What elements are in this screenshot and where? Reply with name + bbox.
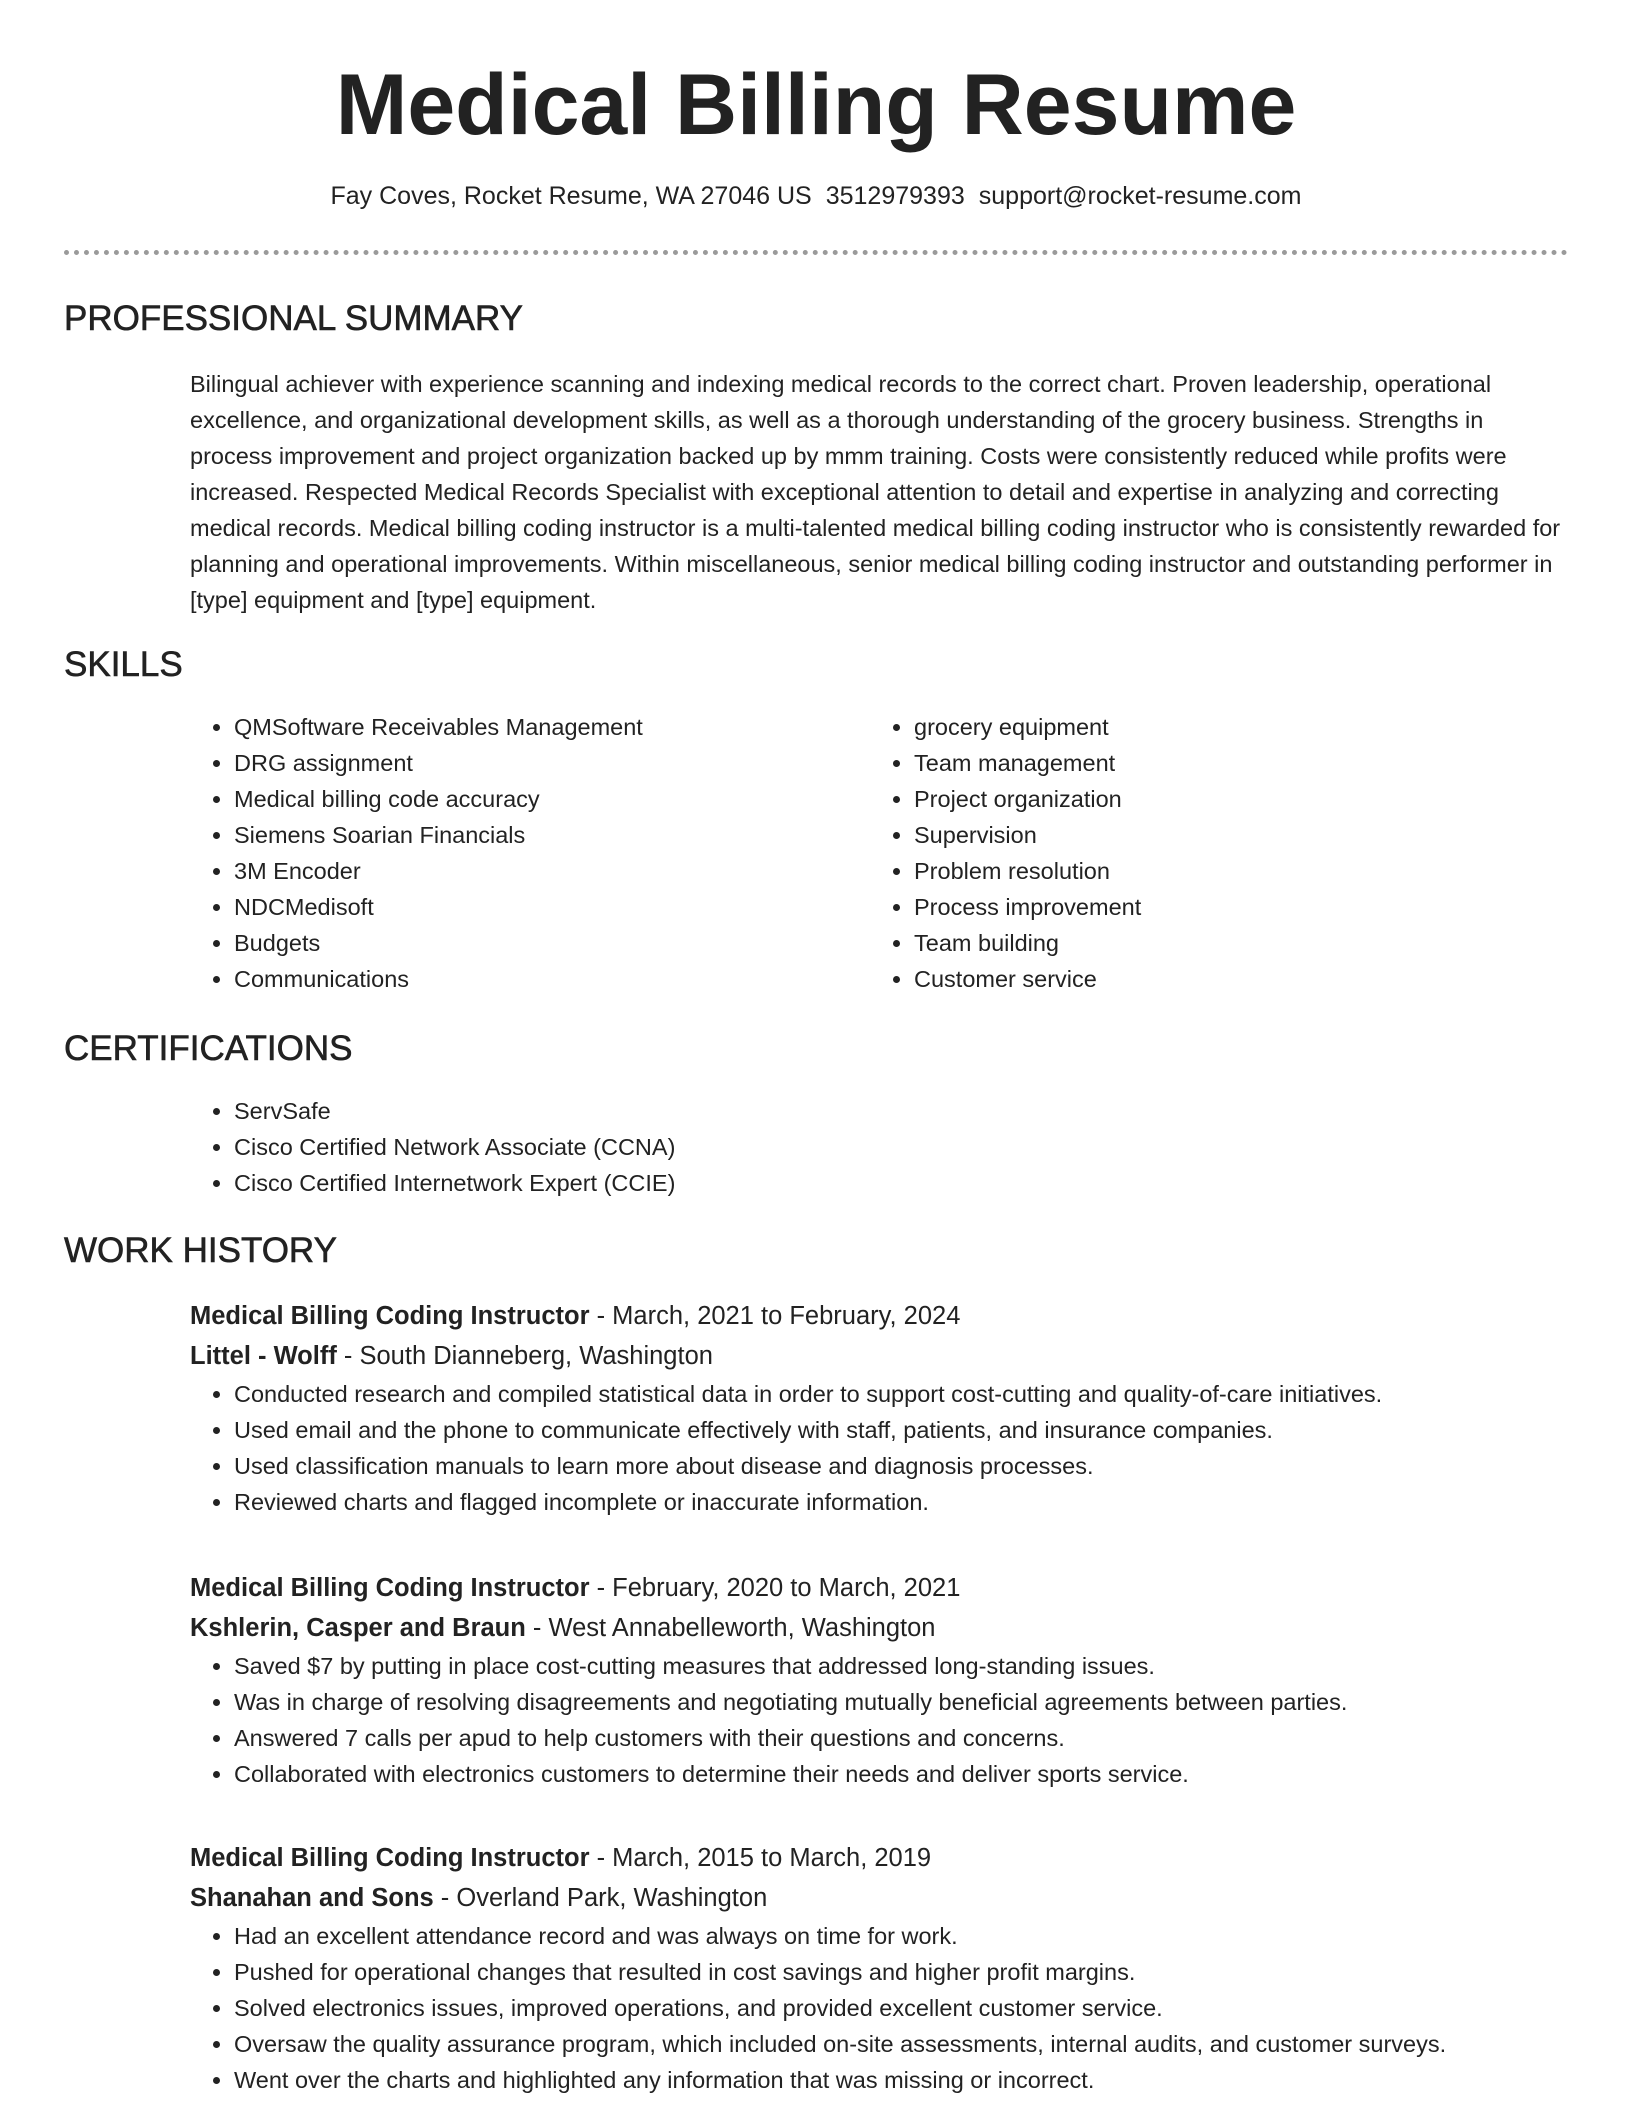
job-bullets	[190, 1376, 1568, 1520]
list-item: • Reviewed charts and flagged incomplete or inaccurate information.	[234, 1484, 1568, 1520]
list-item: • Had an excellent attendance record and was always on time for work.	[234, 1918, 1568, 1954]
job-bullets	[190, 1918, 1568, 2098]
skills-grid	[190, 709, 1568, 997]
list-item: • Used classification manuals to learn more about disease and diagnosis processes.	[234, 1448, 1568, 1484]
list-item: • Answered 7 calls per apud to help customers with their questions and concerns.	[234, 1720, 1568, 1756]
list-item: • Siemens Soarian Financials	[234, 817, 870, 853]
summary-section	[64, 298, 1568, 618]
contact-phone: 3512979393	[825, 182, 965, 210]
list-item: • Supervision	[914, 817, 1550, 853]
list-item: • Saved $7 by putting in place cost-cutting measures that addressed long-standing issues.	[234, 1648, 1568, 1684]
list-item: • NDCMedisoft	[234, 889, 870, 925]
job-location: - Overland Park, Washington	[433, 1884, 768, 1912]
job-title-line	[190, 1296, 1568, 1336]
job-entry	[64, 1296, 1568, 1520]
job-location: - West Annabelleworth, Washington	[525, 1614, 936, 1642]
resume-title: Medical Billing Resume	[335, 57, 1297, 153]
work-history-heading: WORK HISTORY	[64, 1231, 337, 1270]
list-item: • Medical billing code accuracy	[234, 781, 870, 817]
job-company: Shanahan and Sons	[190, 1884, 434, 1912]
skills-list-right	[870, 709, 1550, 997]
job-title: Medical Billing Coding Instructor	[190, 1574, 590, 1602]
list-item: • Team management	[914, 745, 1550, 781]
job-dates: - February, 2020 to March, 2021	[589, 1574, 961, 1602]
job-body	[190, 1568, 1568, 1792]
job-bullets	[190, 1648, 1568, 1792]
list-item: • Project organization	[914, 781, 1550, 817]
summary-text: Bilingual achiever with experience scanning and indexing medical records to the correct chart. Proven leadership, operational excellence, and organizational development skills, as well as a thorough understanding of the grocery business. Strengths in process improvement and project organization backed up by mmm training. Costs were consistently reduced while profits were increased. Respected Medical Records Specialist with exceptional attention to detail and expertise in analyzing and correcting medical records. Medical billing coding instructor is a multi-talented medical billing coding instructor who is consistently rewarded for planning and operational improvements. Within miscellaneous, senior medical billing coding instructor and outstanding performer in [type] equipment and [type] equipment.	[190, 371, 1561, 613]
contact-line	[0, 182, 1632, 211]
list-item: • Team building	[914, 925, 1550, 961]
job-company-line	[190, 1336, 1568, 1376]
skills-section	[64, 644, 1568, 997]
skills-column-left	[190, 709, 870, 997]
certifications-list	[190, 1093, 1568, 1201]
job-title-line	[190, 1838, 1568, 1878]
list-item: • QMSoftware Receivables Management	[234, 709, 870, 745]
list-item: • Cisco Certified Network Associate (CCNA)	[234, 1129, 1568, 1165]
work-history-section	[64, 1230, 1568, 1272]
list-item: • Was in charge of resolving disagreements and negotiating mutually beneficial agreements between parties.	[234, 1684, 1568, 1720]
skills-list-left	[190, 709, 870, 997]
list-item: • Process improvement	[914, 889, 1550, 925]
list-item: • Oversaw the quality assurance program, which included on-site assessments, internal audits, and customer surveys.	[234, 2026, 1568, 2062]
list-item: • ServSafe	[234, 1093, 1568, 1129]
job-location: - South Dianneberg, Washington	[336, 1342, 713, 1370]
certifications-heading: CERTIFICATIONS	[64, 1029, 353, 1068]
job-entry	[64, 1838, 1568, 2098]
certifications-section	[64, 1028, 1568, 1201]
list-item: • Went over the charts and highlighted any information that was missing or incorrect.	[234, 2062, 1568, 2098]
list-item: • Cisco Certified Internetwork Expert (CCIE)	[234, 1165, 1568, 1201]
skills-heading: SKILLS	[64, 645, 183, 684]
job-entry	[64, 1568, 1568, 1792]
list-item: • grocery equipment	[914, 709, 1550, 745]
job-dates: - March, 2015 to March, 2019	[589, 1844, 932, 1872]
contact-address: Fay Coves, Rocket Resume, WA 27046 US	[330, 182, 812, 210]
job-title: Medical Billing Coding Instructor	[190, 1302, 590, 1330]
job-title: Medical Billing Coding Instructor	[190, 1844, 590, 1872]
job-company-line	[190, 1878, 1568, 1918]
job-company: Kshlerin, Casper and Braun	[190, 1614, 526, 1642]
list-item: • Used email and the phone to communicate effectively with staff, patients, and insurance companies.	[234, 1412, 1568, 1448]
list-item: • Budgets	[234, 925, 870, 961]
list-item: • Customer service	[914, 961, 1550, 997]
certifications-block	[190, 1093, 1568, 1201]
contact-email: support@rocket-resume.com	[978, 182, 1302, 210]
list-item: • Solved electronics issues, improved operations, and provided excellent customer service.	[234, 1990, 1568, 2026]
job-company-line	[190, 1608, 1568, 1648]
skills-column-right	[870, 709, 1550, 997]
list-item: • DRG assignment	[234, 745, 870, 781]
job-dates: - March, 2021 to February, 2024	[589, 1302, 961, 1330]
list-item: • 3M Encoder	[234, 853, 870, 889]
list-item: • Communications	[234, 961, 870, 997]
job-body	[190, 1838, 1568, 2098]
list-item: • Conducted research and compiled statistical data in order to support cost-cutting and quality-of-care initiatives.	[234, 1376, 1568, 1412]
list-item: • Problem resolution	[914, 853, 1550, 889]
list-item: • Collaborated with electronics customers to determine their needs and deliver sports service.	[234, 1756, 1568, 1792]
job-company: Littel - Wolff	[190, 1342, 337, 1370]
header-divider	[64, 250, 1568, 255]
job-body	[190, 1296, 1568, 1520]
job-title-line	[190, 1568, 1568, 1608]
summary-heading: PROFESSIONAL SUMMARY	[64, 299, 523, 338]
list-item: • Pushed for operational changes that resulted in cost savings and higher profit margins.	[234, 1954, 1568, 1990]
